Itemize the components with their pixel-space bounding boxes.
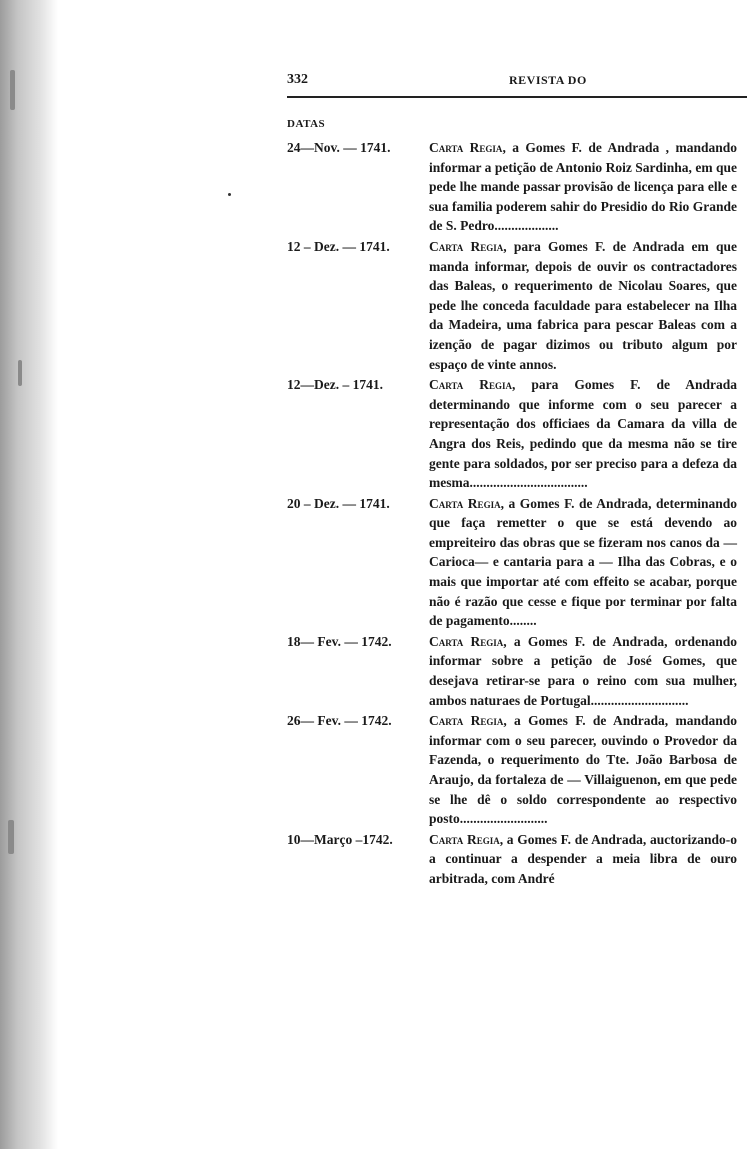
entry-date: 12 – Dez. — 1741.: [287, 238, 390, 254]
entry-date: 20 – Dez. — 1741.: [287, 495, 390, 511]
entry-text: , a Gomes F. de Andrada, determinando que faça remetter o que se está devendo ao empreiteiro das obras que se fizeram nos canos da — Carioca— e cantaria para a — Ilha das Cobras, e o mais que importar até com effeito se acabar, porque não é razão que cesse e fique por terminar por falta de pagamento........: [429, 495, 737, 629]
list-item: [287, 494, 742, 631]
entry-body: [429, 138, 737, 236]
entry-lead: Carta Regia: [429, 377, 513, 393]
entry-body: [429, 830, 737, 889]
list-item: [287, 632, 742, 710]
entry-lead: Carta Regia: [429, 495, 501, 511]
entry-date: 10—Março –1742.: [287, 831, 393, 847]
entry-lead: Carta Regia: [429, 140, 503, 155]
entry-date: 24—Nov. — 1741.: [287, 140, 391, 155]
list-item: [287, 711, 742, 829]
running-title: REVISTA DO: [509, 73, 587, 87]
entry-lead: Carta Regia: [429, 633, 504, 649]
entry-body: [429, 237, 737, 374]
entry-date: 26— Fev. — 1742.: [287, 713, 392, 729]
entry-date: 18— Fev. — 1742.: [287, 633, 392, 649]
list-item: [287, 237, 742, 374]
entry-lead: Carta Regia: [429, 831, 500, 847]
page-header: [287, 72, 747, 98]
entry-text: , a Gomes F. de Andrada, mandando informar com o seu parecer, ouvindo o Provedor da Fazenda, o requerimento do Tte. João Barbosa de Araujo, da fortaleza de — Villaiguenon, em que pede se lhe dê o soldo correspondente ao respectivo posto..........................: [429, 713, 737, 827]
entry-text: , a Gomes F. de Andrada, auctorizando-o a continuar a despender a meia libra de ouro arbitrada, com André: [429, 831, 737, 886]
entry-body: [429, 632, 737, 710]
list-item: [287, 375, 742, 493]
entries-list: [287, 138, 742, 890]
entry-body: [429, 711, 737, 829]
entry-text: , a Gomes F. de Andrada, ordenando informar sobre a petição de José Gomes, que desejava retirar-se para o reino com sua mulher, ambos naturaes de Portugal.............................: [429, 633, 737, 708]
entry-lead: Carta Regia: [429, 713, 504, 729]
entry-date: 12—Dez. – 1741.: [287, 377, 383, 393]
entry-text: , para Gomes F. de Andrada determinando que informe com o seu parecer a representação dos officiaes da Camara da villa de Angra dos Reis, pedindo que da mesma não se tire gente para soldados, por ser preciso para a defeza da mesma...................................: [429, 377, 737, 491]
binding-speck: [10, 70, 15, 110]
binding-speck: [8, 820, 14, 854]
list-item: [287, 830, 742, 889]
list-item: [287, 138, 742, 236]
binding-speck: [18, 360, 22, 386]
ink-dot: [228, 193, 231, 196]
entry-text: , a Gomes F. de Andrada , mandando informar a petição de Antonio Roiz Sardinha, em que pede lhe mande passar provisão de licença para elle e sua familia poderem sahir do Presidio do Rio Grande de S. Pedro...................: [429, 140, 737, 234]
page-number: 332: [287, 72, 308, 87]
column-label: DATAS: [287, 118, 326, 130]
entry-text: , para Gomes F. de Andrada em que manda informar, depois de ouvir os contractadores das Baleas, o requerimento de Nicolau Soares, que pede lhe conceda faculdade para estabelecer na Ilha da Madeira, uma fabrica para pescar Baleas com a izenção de pagar dizimos ou tributo algum por espaço de vinte annos.: [429, 238, 737, 372]
entry-body: [429, 375, 737, 493]
page-binding-shadow: [0, 0, 58, 1149]
entry-body: [429, 494, 737, 631]
entry-lead: Carta Regia: [429, 238, 504, 254]
